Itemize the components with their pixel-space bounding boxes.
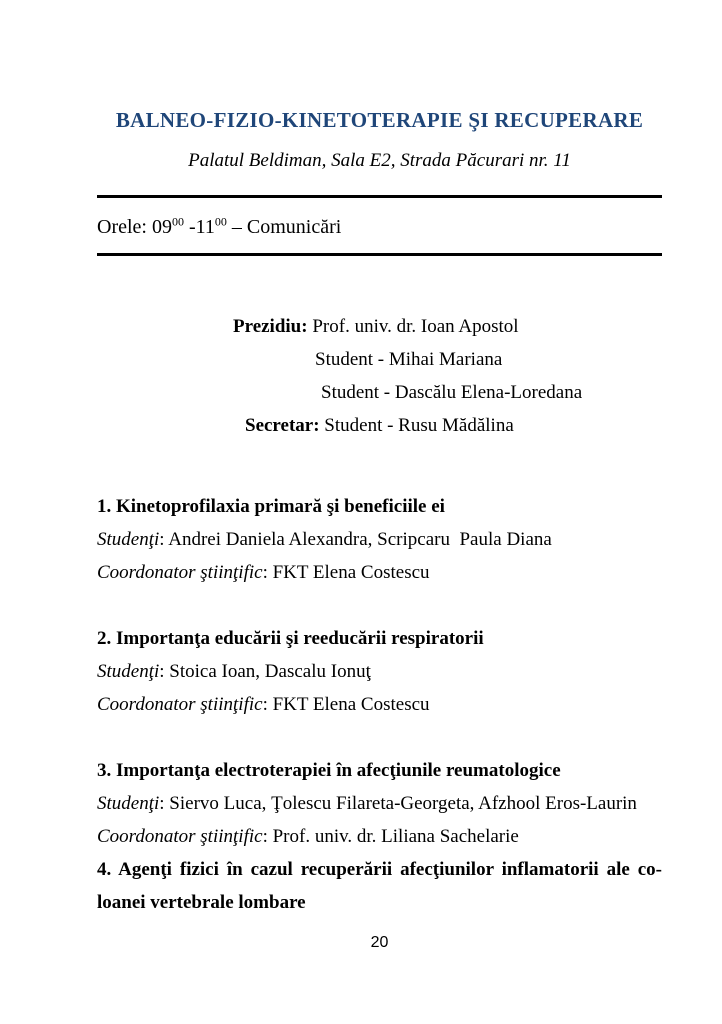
item-coordinator-line bbox=[97, 556, 662, 589]
end-hour-superscript: 00 bbox=[214, 214, 227, 229]
item-heading: 2. Importanţa educării şi reeducării respiratorii bbox=[97, 628, 484, 649]
presidium-block bbox=[97, 310, 662, 442]
secretary-label: Secretar: bbox=[245, 415, 320, 436]
horizontal-rule-top bbox=[97, 195, 662, 198]
coordinator-label: Coordonator ştiinţific bbox=[97, 694, 263, 715]
presidium-line bbox=[233, 310, 662, 343]
schedule-middle: -11 bbox=[183, 216, 215, 238]
students-label: Studenţi bbox=[97, 661, 160, 682]
presidium-line bbox=[245, 409, 662, 442]
presentation-item-1 bbox=[97, 490, 662, 589]
presentation-item-4 bbox=[97, 853, 662, 919]
presentation-item-2 bbox=[97, 622, 662, 721]
item-heading: 1. Kinetoprofilaxia primară şi beneficiile ei bbox=[97, 496, 445, 517]
presidium-label: Prezidiu: bbox=[233, 316, 308, 337]
item-heading-line2: loanei vertebrale lombare bbox=[97, 892, 306, 913]
schedule-line bbox=[97, 213, 662, 241]
presentation-item-3 bbox=[97, 754, 662, 853]
coordinator-name: : FKT Elena Costescu bbox=[262, 562, 430, 583]
students-names: : Siervo Luca, Ţolescu Filareta-Georgeta, Afzhool Eros-Laurin bbox=[159, 793, 637, 814]
coordinator-label: Coordonator ştiinţific bbox=[97, 826, 263, 847]
presidium-person: Prof. univ. dr. Ioan Apostol bbox=[307, 316, 519, 337]
presidium-person: Student - Dascălu Elena-Loredana bbox=[321, 382, 583, 403]
schedule-prefix: Orele: 09 bbox=[97, 216, 172, 238]
students-names: : Andrei Daniela Alexandra, Scripcaru Paula Diana bbox=[159, 529, 552, 550]
venue-subtitle: Palatul Beldiman, Sala E2, Strada Păcurari nr. 11 bbox=[188, 150, 571, 171]
students-names: : Stoica Ioan, Dascalu Ionuţ bbox=[159, 661, 371, 682]
coordinator-name: : FKT Elena Costescu bbox=[262, 694, 430, 715]
coordinator-label: Coordonator ştiinţific bbox=[97, 562, 263, 583]
secretary-person: Student - Rusu Mădălina bbox=[319, 415, 514, 436]
item-students-line bbox=[97, 655, 662, 688]
coordinator-name: : Prof. univ. dr. Liliana Sachelarie bbox=[262, 826, 519, 847]
presidium-line bbox=[321, 376, 662, 409]
presidium-person: Student - Mihai Mariana bbox=[315, 349, 503, 370]
item-heading-line1: 4. Agenţi fizici în cazul recuperării afecţiunilor inflamatorii ale co- bbox=[97, 859, 662, 880]
item-coordinator-line bbox=[97, 820, 662, 853]
item-coordinator-line bbox=[97, 688, 662, 721]
presidium-line bbox=[315, 343, 662, 376]
item-students-line bbox=[97, 523, 662, 556]
item-heading: 3. Importanţa electroterapiei în afecţiunile reumatologice bbox=[97, 760, 561, 781]
section-title: BALNEO-FIZIO-KINETOTERAPIE ŞI RECUPERARE bbox=[115, 108, 644, 132]
schedule-suffix: – Comunicări bbox=[226, 216, 342, 238]
horizontal-rule-bottom bbox=[97, 253, 662, 256]
page-number: 20 bbox=[370, 934, 389, 951]
students-label: Studenţi bbox=[97, 529, 160, 550]
start-hour-superscript: 00 bbox=[171, 214, 184, 229]
students-label: Studenţi bbox=[97, 793, 160, 814]
item-students-line bbox=[97, 787, 662, 820]
page-content bbox=[97, 0, 662, 954]
